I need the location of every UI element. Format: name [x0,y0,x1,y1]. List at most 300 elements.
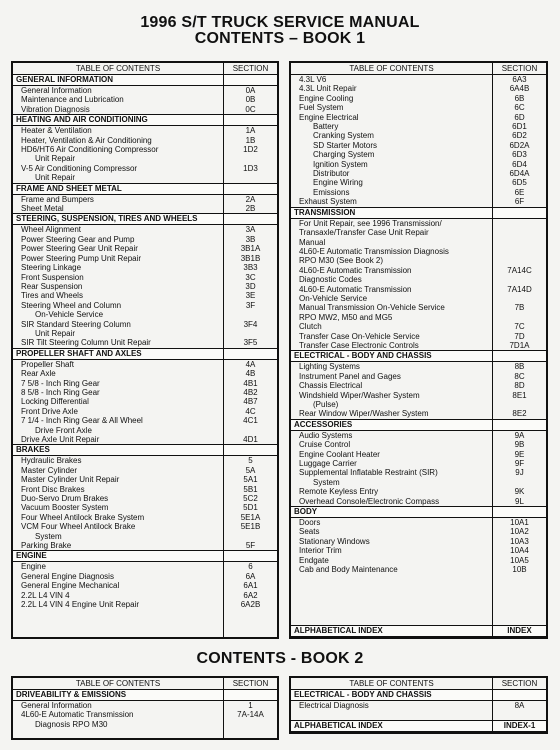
list-item-label: Parking Brake [21,541,72,551]
table-header [13,678,277,690]
list-item-label: Engine [21,562,46,572]
list-item-section-code: 1D2 [223,145,277,154]
list-item [13,173,277,182]
list-item [291,322,546,331]
list-item [13,407,277,416]
list-item [13,532,277,541]
list-item [13,701,277,710]
list-item [13,154,277,163]
list-item-label: VCM Four Wheel Antilock Brake [21,522,136,532]
list-item [13,513,277,522]
list-item-label: Manual [299,237,326,247]
table-filler-right [492,710,546,720]
list-item-section-code: 5B1 [223,485,277,494]
table-filler-right [223,729,277,738]
list-item-section-code [223,720,277,729]
list-item-section-code: 0A [223,86,277,95]
list-item-label: General Information [21,86,92,95]
list-item-label: HD6/HT6 Air Conditioning Compressor [21,145,159,155]
list-item-section-code: 6C [492,103,546,112]
list-item-section-code [223,426,277,435]
list-item-label: System [35,531,62,541]
list-item-label: On-Vehicle Service [35,310,104,320]
list-item [13,291,277,300]
list-item [13,338,277,347]
list-item-label: Unit Repair [35,328,76,338]
list-item [291,362,546,371]
alphabetical-index-row [291,720,546,732]
section-heading-code-cell [223,75,277,85]
list-item-label: 4L60-E Automatic Transmission [299,284,412,294]
manual-title: 1996 S/T TRUCK SERVICE MANUAL [140,14,420,31]
table-filler-left [291,710,492,720]
list-item [291,556,546,565]
list-item-section-code: 3F5 [223,338,277,347]
list-item [13,282,277,291]
list-item [13,710,277,719]
list-item [13,435,277,444]
toc-book2-left-body [13,690,277,738]
list-item [13,541,277,550]
list-item-label: Doors [299,518,321,528]
list-item-label: Transaxle/Transfer Case Unit Repair [299,228,429,238]
list-item-section-code: 1D3 [223,164,277,173]
table-filler [291,575,546,626]
table-filler [291,710,546,720]
table-header [13,63,277,75]
list-item-label: 4.3L Unit Repair [299,84,357,94]
list-item [13,310,277,319]
list-item [13,263,277,272]
list-item-label: Front Disc Brakes [21,484,85,494]
list-item-section-code: 8D [492,381,546,390]
table-filler-right [223,610,277,638]
section-heading [13,550,277,562]
toc-book2-right-body [291,690,546,732]
section-heading-label: BODY [294,507,318,517]
alphabetical-index-label: ALPHABETICAL INDEX [294,721,383,730]
list-item-label: Rear Axle [21,369,56,379]
list-item-section-code [492,400,546,409]
list-item-label: 4L60-E Automatic Transmission [21,710,134,720]
list-item [13,360,277,369]
list-item-label: Locking Differential [21,397,89,407]
list-item [291,565,546,574]
list-item-section-code: 6D2 [492,131,546,140]
list-item-section-code [492,313,546,322]
list-item-label: Interior Trim [299,546,342,556]
list-item [13,388,277,397]
section-heading-label: GENERAL INFORMATION [16,75,114,84]
list-item-section-code: 9F [492,459,546,468]
list-item-section-code: 6A1 [223,581,277,590]
list-item [291,266,546,275]
list-item [291,478,546,487]
list-item [13,475,277,484]
section-heading [13,690,277,701]
list-item-section-code: 10A5 [492,556,546,565]
list-item-label: 2.2L L4 VIN 4 [21,590,70,600]
section-heading [13,444,277,456]
toc-book2-right-table [289,676,548,734]
toc-right-body [291,75,546,637]
list-item-section-code: 6D5 [492,178,546,187]
table-header-section: SECTION [223,63,277,74]
list-item [13,572,277,581]
list-item-label: Rear Window Wiper/Washer System [299,409,429,419]
list-item-label: Heater & Ventilation [21,126,92,136]
table-filler-left [13,610,223,638]
list-item [13,720,277,729]
list-item-label: SD Starter Motors [313,140,378,150]
list-item [291,431,546,440]
list-item-section-code: 8B [492,362,546,371]
list-item-section-code: 0B [223,95,277,104]
list-item-section-code: 2A [223,195,277,204]
list-item-section-code [492,219,546,228]
list-item [291,381,546,390]
alphabetical-index-code: INDEX [492,626,546,636]
list-item [13,591,277,600]
list-item-section-code [492,256,546,265]
list-item-section-code: 6A2B [223,600,277,609]
list-item [291,178,546,187]
list-item-section-code: 6 [223,562,277,571]
list-item-section-code [223,173,277,182]
list-item [291,537,546,546]
list-item [291,160,546,169]
list-item-label: Supplemental Inflatable Restraint (SIR) [299,468,438,478]
toc-left-table [11,61,279,639]
section-heading-code-cell [223,184,277,194]
list-item-section-code: 6D3 [492,150,546,159]
list-item [13,329,277,338]
table-filler-left [13,729,223,738]
list-item-label: Lighting Systems [299,362,360,372]
list-item-section-code: 3E [223,291,277,300]
list-item-label: Heater, Ventilation & Air Conditioning [21,135,152,145]
list-item-section-code: 1 [223,701,277,710]
section-heading-label: STEERING, SUSPENSION, TIRES AND WHEELS [16,214,198,224]
list-item [291,332,546,341]
section-heading [291,350,546,362]
list-item-label: Hydraulic Brakes [21,456,82,466]
list-item [291,256,546,265]
list-item-section-code: 8E2 [492,409,546,418]
list-item [291,122,546,131]
list-item-section-code [223,154,277,163]
table-filler [13,729,277,738]
list-item-section-code: 7A-14A [223,710,277,719]
list-item [13,136,277,145]
section-heading [13,213,277,225]
alphabetical-index-row [291,625,546,637]
list-item [291,103,546,112]
list-item [291,197,546,206]
list-item [291,285,546,294]
list-item-label: Cruise Control [299,440,351,450]
list-item-section-code: 4B7 [223,397,277,406]
section-heading-label: TRANSMISSION [294,207,356,217]
list-item-section-code: 1A [223,126,277,135]
list-item-label: Engine Cooling [299,93,354,103]
alphabetical-index-label: ALPHABETICAL INDEX [294,626,383,635]
list-item-label: Unit Repair [35,154,76,164]
list-item-label: Frame and Bumpers [21,194,94,204]
list-item [291,450,546,459]
list-item [291,238,546,247]
list-item-label: Vibration Diagnosis [21,104,90,114]
list-item [291,275,546,284]
section-heading-code-cell [223,551,277,561]
section-heading-code-cell [492,351,546,361]
list-item-section-code: 5 [223,456,277,465]
list-item-section-code [223,329,277,338]
list-item-label: 4L60-E Automatic Transmission Diagnosis [299,246,449,256]
list-item [13,254,277,263]
list-item-label: Engine Coolant Heater [299,449,380,459]
list-item [291,188,546,197]
list-item-section-code: 6D [492,113,546,122]
list-item-section-code [492,247,546,256]
list-item [291,701,546,710]
list-item-label: Vacuum Booster System [21,503,109,513]
list-item-label: (Pulse) [313,400,339,409]
list-item-section-code [492,275,546,284]
list-item [291,94,546,103]
list-item [291,228,546,237]
list-item-section-code: 6F [492,197,546,206]
list-item-section-code: 9B [492,440,546,449]
list-item-section-code: 6D1 [492,122,546,131]
list-item-section-code: 4B [223,369,277,378]
list-item-section-code: 6D4A [492,169,546,178]
list-item-label: Overhead Console/Electronic Compass [299,496,440,506]
list-item-label: On-Vehicle Service [299,293,368,303]
section-heading-code-cell [492,420,546,430]
list-item-label: 2.2L L4 VIN 4 Engine Unit Repair [21,600,139,610]
list-item-label: Sheet Metal [21,204,64,214]
list-item-section-code: 7C [492,322,546,331]
list-item-label: Seats [299,527,320,537]
list-item [291,468,546,477]
toc-right-table [289,61,548,639]
list-item-section-code: 3B [223,235,277,244]
list-item [291,400,546,409]
table-header-section: SECTION [492,63,546,74]
list-item [13,195,277,204]
list-item-label: Power Steering Gear Unit Repair [21,244,138,254]
section-heading-code-cell [492,208,546,218]
list-item-section-code: 4C [223,407,277,416]
section-heading-label: ELECTRICAL - BODY AND CHASSIS [294,690,432,699]
list-item [291,141,546,150]
list-item [291,219,546,228]
section-heading-label: ENGINE [16,551,47,561]
list-item-label: Master Cylinder Unit Repair [21,475,120,485]
list-item-label: Audio Systems [299,430,353,440]
section-heading [291,419,546,431]
list-item-section-code [492,238,546,247]
list-item-label: Duo-Servo Drum Brakes [21,494,109,504]
list-item-section-code: 10A4 [492,546,546,555]
list-item-section-code: 9J [492,468,546,477]
list-item-section-code: 2B [223,204,277,213]
list-item-section-code: 4B1 [223,379,277,388]
list-item-section-code: 6D4 [492,160,546,169]
list-item [13,225,277,234]
list-item-section-code: 7D [492,332,546,341]
list-item [291,313,546,322]
section-heading-code-cell [223,690,277,700]
section-heading-code-cell [223,445,277,455]
toc-book2-left-table [11,676,279,740]
list-item-label: Instrument Panel and Gages [299,371,401,381]
list-item-label: Power Steering Gear and Pump [21,234,135,244]
list-item [13,105,277,114]
list-item-label: 4.3L V6 [299,75,327,84]
list-item [13,426,277,435]
section-heading [291,207,546,219]
list-item [291,440,546,449]
list-item-label: Exhaust System [299,197,357,207]
list-item-label: Engine Electrical [299,112,359,122]
list-item-label: System [313,477,340,487]
table-header-title: TABLE OF CONTENTS [75,64,161,73]
list-item-label: Clutch [299,322,322,332]
list-item-section-code: 6A2 [223,591,277,600]
list-item-label: SIR Tilt Steering Column Unit Repair [21,338,151,348]
contents-book2-title: CONTENTS - BOOK 2 [196,650,364,667]
list-item [291,294,546,303]
list-item-section-code: 9L [492,497,546,506]
list-item-label: Cab and Body Maintenance [299,565,398,575]
table-header-title: TABLE OF CONTENTS [349,64,434,73]
list-item [13,244,277,253]
list-item [13,301,277,310]
list-item-label: RPO MW2, M50 and MG5 [299,312,393,322]
list-item [291,84,546,93]
list-item [13,204,277,213]
list-item-label: SIR Standard Steering Column [21,319,131,329]
list-item-label: Drive Axle Unit Repair [21,435,100,444]
section-heading-label: ACCESSORIES [294,419,353,429]
list-item [13,320,277,329]
list-item [13,456,277,465]
list-item-section-code: 7D1A [492,341,546,350]
toc-left-body [13,75,277,637]
table-header-title: TABLE OF CONTENTS [75,679,161,688]
list-item-section-code [492,478,546,487]
list-item-section-code: 4A [223,360,277,369]
list-item-section-code: 7B [492,303,546,312]
list-item [13,562,277,571]
list-item [291,409,546,418]
list-item-section-code: 5D1 [223,503,277,512]
list-item-label: Tires and Wheels [21,291,83,301]
list-item [13,416,277,425]
list-item-section-code: 8A [492,701,546,710]
list-item-section-code [223,532,277,541]
list-item-section-code: 5F [223,541,277,550]
list-item-label: Remote Keyless Entry [299,487,379,497]
list-item-label: Rear Suspension [21,281,83,291]
table-header-section: SECTION [492,678,546,689]
list-item [291,303,546,312]
section-heading-code-cell [492,507,546,517]
list-item [291,75,546,84]
section-heading-label: DRIVEABILITY & EMISSIONS [16,690,127,699]
table-header [291,678,546,690]
list-item-section-code: 5E1A [223,513,277,522]
list-item [13,581,277,590]
list-item-section-code: 3C [223,273,277,282]
list-item [291,527,546,536]
list-item-label: Power Steering Pump Unit Repair [21,253,142,263]
table-filler-left [291,575,492,626]
list-item [291,546,546,555]
list-item-label: 8 5/8 - Inch Ring Gear [21,387,100,397]
list-item-section-code: 6E [492,188,546,197]
list-item-label: Drive Front Axle [35,425,92,435]
list-item-section-code: 3B3 [223,263,277,272]
list-item-label: Steering Wheel and Column [21,300,122,310]
list-item-label: Transfer Case Electronic Controls [299,340,419,350]
list-item [13,164,277,173]
section-heading-code-cell [492,690,546,700]
section-heading [291,506,546,518]
section-heading [13,348,277,360]
list-item-label: Chassis Electrical [299,381,363,391]
list-item-section-code: 1B [223,136,277,145]
list-item-label: Luggage Carrier [299,459,357,469]
list-item-section-code: 5A [223,466,277,475]
list-item-label: Diagnosis RPO M30 [35,719,108,729]
list-item-label: V-5 Air Conditioning Compressor [21,163,138,173]
list-item-label: General Information [21,701,92,710]
section-heading-label: ELECTRICAL - BODY AND CHASSIS [294,351,432,361]
list-item-section-code: 9E [492,450,546,459]
list-item-section-code: 4C1 [223,416,277,425]
section-heading [13,114,277,126]
list-item-label: Steering Linkage [21,263,82,273]
list-item [291,497,546,506]
list-item-label: Propeller Shaft [21,359,74,369]
list-item [13,485,277,494]
list-item-label: Maintenance and Lubrication [21,95,124,105]
list-item-section-code: 6A3 [492,75,546,84]
list-item-label: Windshield Wiper/Washer System [299,390,420,400]
list-item-section-code [492,294,546,303]
list-item [13,145,277,154]
list-item-label: Fuel System [299,103,344,113]
table-filler [13,610,277,638]
list-item-label: Unit Repair [35,173,76,183]
list-item [291,131,546,140]
list-item [291,487,546,496]
table-header-title: TABLE OF CONTENTS [349,679,434,688]
list-item-label: Charging System [313,150,375,160]
list-item-section-code: 3D [223,282,277,291]
list-item-section-code: 6A4B [492,84,546,93]
list-item [13,235,277,244]
list-item-section-code: 10A3 [492,537,546,546]
list-item-section-code: 0C [223,105,277,114]
list-item [13,397,277,406]
list-item-label: For Unit Repair, see 1996 Transmission/ [299,218,442,228]
section-heading [13,75,277,86]
table-header-section: SECTION [223,678,277,689]
